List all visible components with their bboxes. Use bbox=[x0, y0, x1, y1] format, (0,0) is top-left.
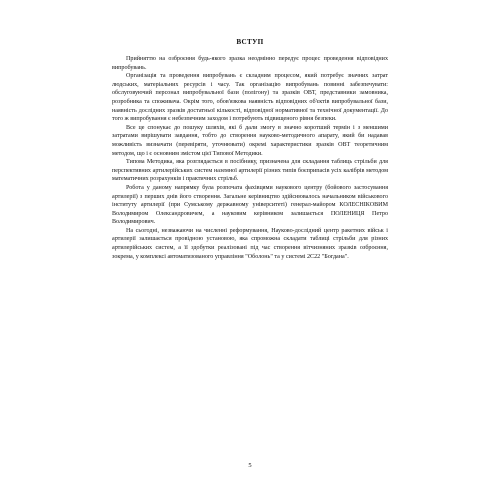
paragraph-4: Типова Методика, яка розглядається в посібнику, призначена для складання таблиць стрільби для перспективних артилерійських систем наземної артилерії різних типів боєприпасів усіх калібрів методом математичних розрахунків і практичних стрільб. bbox=[112, 159, 388, 183]
paragraph-1: Прийняттю на озброєння будь-якого зразка неодмінно передує процес проведення відповідних випробувань. bbox=[112, 56, 388, 71]
paragraph-6: На сьогодні, незважаючи на численні реформування, Науково-дослідний центр ракетних військ і артилерії залишається провідною установою, яка спроможна складати таблиці стрільби для різних артилерійських систем, а її здобутки реалізовані під час створення вітчизняних зразків озброєння, зокрема, у комплексі автоматизованого управління "Оболонь" та у системі 2С22 "Богдана". bbox=[112, 227, 388, 260]
page-number: 5 bbox=[248, 462, 252, 469]
section-heading: ВСТУП bbox=[236, 38, 264, 46]
paragraph-3: Все це спонукає до пошуку шляхів, які б дали змогу в значно коротший термін і з меншими затратами вирішувати завдання, тобто до створення науково-методичного апарату, який би надавав можливість визначати (перевіряти, уточнювати) окремі характеристики зразків ОВТ теоретичним методом, що і є основним змістом цієї Типової Методики. bbox=[112, 124, 388, 157]
paragraph-5: Робота у даному напрямку була розпочата фахівцями наукового центру (бойового застосування артилерії) з перших днів його створення. Загальне керівництво здійснювалось начальником військового інституту артилерії (при Сумському державному університеті) генерал-майором КОЛЕСНІКОВИМ Володимиром Олександровичем, а науковим керівником залишається ПОЛЕНИЦЯ Петро Володимирович. bbox=[112, 184, 388, 226]
paragraph-2: Організація та проведення випробувань є складним процесом, який потребує значних затрат людських, матеріальних ресурсів і часу. Так організацію випробувань повинні забезпечувати: обслуговуючий персонал випробувальної бази (полігону) та зразків ОВТ, представники замовника, розробника та споживача. Окрім того, обов'язкова наявність відповідних об'єктів випробувальної бази, наявність дослідних зразків достатньої кількості, відповідної нормативної та технічної документації. До того ж випробування є небезпечним заходом і потребують підвищеного рівня безпеки. bbox=[112, 73, 388, 123]
